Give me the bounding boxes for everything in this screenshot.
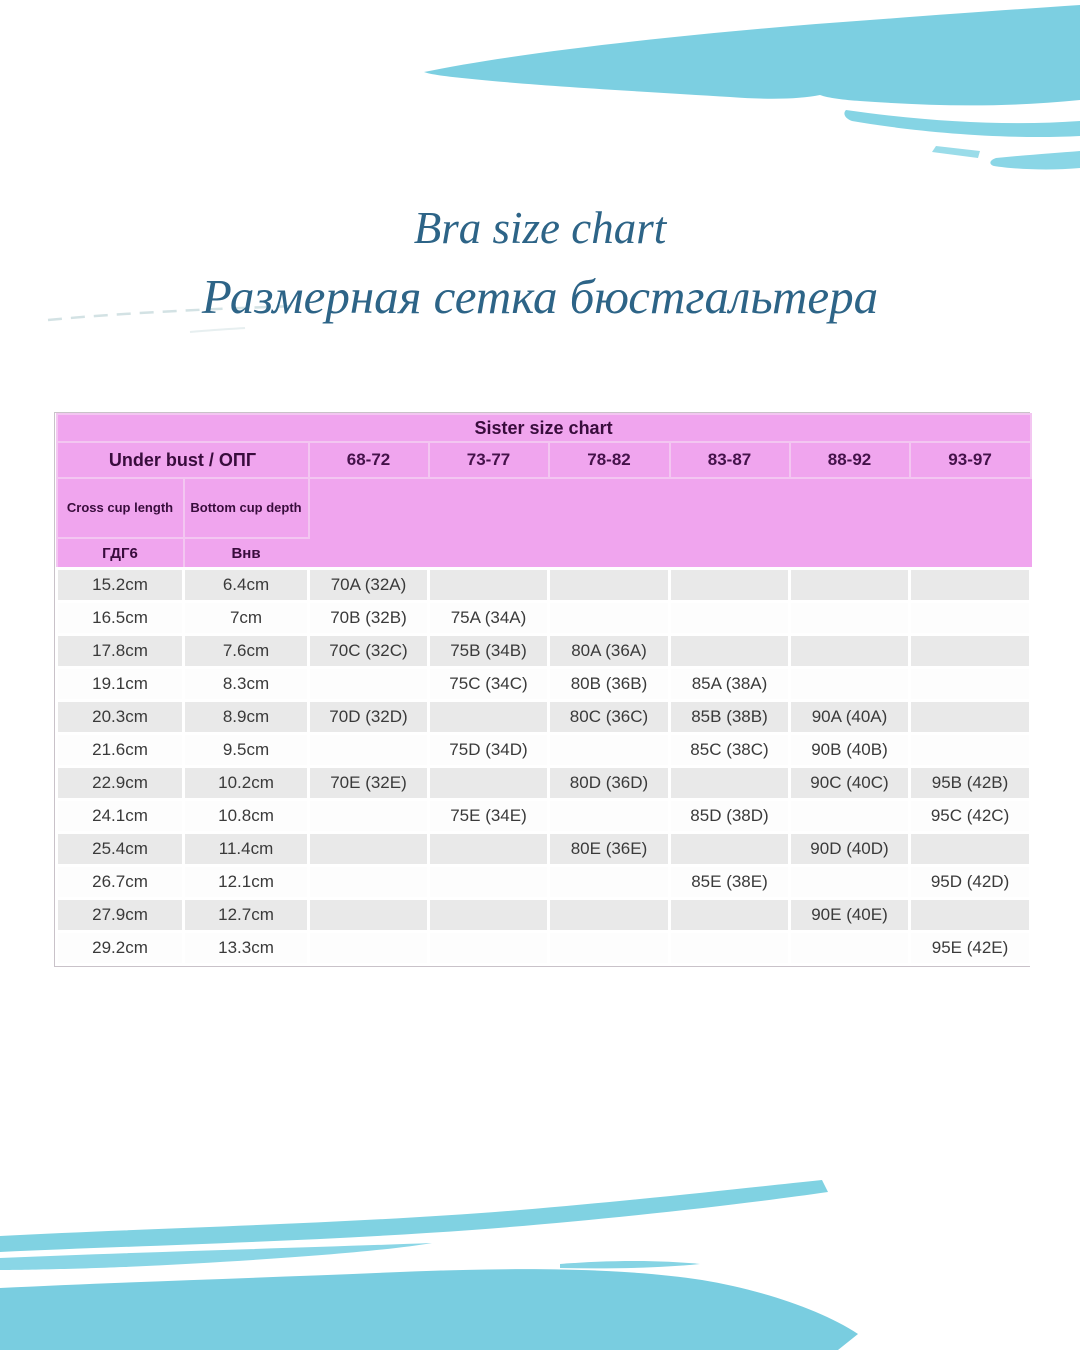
size-cell: 75A (34A) (429, 602, 549, 635)
table-title-row (57, 414, 1031, 442)
cross-cup-value: 19.1cm (57, 668, 184, 701)
cross-cup-value: 22.9cm (57, 767, 184, 800)
size-cell (790, 668, 910, 701)
size-cell (790, 866, 910, 899)
size-cell: 90E (40E) (790, 899, 910, 932)
size-cell (309, 668, 429, 701)
page-title-en: Bra size chart (413, 203, 667, 253)
size-cell (309, 734, 429, 767)
header-spacer (309, 478, 1031, 569)
table-row (57, 569, 1031, 602)
table-row (57, 635, 1031, 668)
size-cell (910, 701, 1031, 734)
size-cell (549, 800, 670, 833)
bottom-cup-header-ru: Внв (184, 538, 309, 569)
bottom-cup-value: 8.9cm (184, 701, 309, 734)
size-cell: 70D (32D) (309, 701, 429, 734)
under-bust-header: Under bust / ОПГ (57, 442, 309, 478)
size-cell (670, 833, 790, 866)
size-cell (429, 866, 549, 899)
table-row (57, 932, 1031, 965)
bottom-cup-value: 10.8cm (184, 800, 309, 833)
band-range-header: 78-82 (549, 442, 670, 478)
size-cell: 95C (42C) (910, 800, 1031, 833)
bottom-cup-value: 12.1cm (184, 866, 309, 899)
cross-cup-value: 16.5cm (57, 602, 184, 635)
size-cell (670, 635, 790, 668)
size-cell: 80C (36C) (549, 701, 670, 734)
band-ranges-row (57, 442, 1031, 478)
cross-cup-value: 25.4cm (57, 833, 184, 866)
table-row (57, 602, 1031, 635)
bottom-cup-value: 7.6cm (184, 635, 309, 668)
size-cell: 90D (40D) (790, 833, 910, 866)
size-cell: 70A (32A) (309, 569, 429, 602)
size-cell (670, 767, 790, 800)
size-cell (429, 932, 549, 965)
size-cell: 90C (40C) (790, 767, 910, 800)
size-cell: 70E (32E) (309, 767, 429, 800)
band-range-header: 93-97 (910, 442, 1031, 478)
table-row (57, 668, 1031, 701)
size-cell: 85C (38C) (670, 734, 790, 767)
size-cell (910, 602, 1031, 635)
size-cell: 70B (32B) (309, 602, 429, 635)
bottom-cup-value: 8.3cm (184, 668, 309, 701)
bottom-cup-value: 7cm (184, 602, 309, 635)
size-cell (309, 866, 429, 899)
band-range-header: 68-72 (309, 442, 429, 478)
size-cell (309, 800, 429, 833)
size-cell: 85E (38E) (670, 866, 790, 899)
size-cell: 75C (34C) (429, 668, 549, 701)
size-cell: 85B (38B) (670, 701, 790, 734)
bottom-cup-header: Bottom cup depth (184, 478, 309, 538)
size-cell (670, 932, 790, 965)
cross-cup-value: 29.2cm (57, 932, 184, 965)
size-cell: 90B (40B) (790, 734, 910, 767)
size-cell (670, 602, 790, 635)
size-cell (790, 932, 910, 965)
table-row (57, 866, 1031, 899)
size-cell: 95E (42E) (910, 932, 1031, 965)
size-cell (309, 833, 429, 866)
size-cell: 85A (38A) (670, 668, 790, 701)
page-title-ru: Размерная сетка бюстгальтера (201, 269, 879, 324)
size-cell (910, 635, 1031, 668)
size-cell: 95B (42B) (910, 767, 1031, 800)
band-range-header: 73-77 (429, 442, 549, 478)
size-cell (429, 569, 549, 602)
size-cell: 80D (36D) (549, 767, 670, 800)
size-cell (549, 932, 670, 965)
band-range-header: 88-92 (790, 442, 910, 478)
table-row (57, 833, 1031, 866)
size-cell (549, 866, 670, 899)
size-cell: 70C (32C) (309, 635, 429, 668)
size-cell: 80B (36B) (549, 668, 670, 701)
table-row (57, 800, 1031, 833)
size-cell: 75D (34D) (429, 734, 549, 767)
cross-cup-value: 27.9cm (57, 899, 184, 932)
size-cell: 90A (40A) (790, 701, 910, 734)
size-cell (429, 767, 549, 800)
size-cell (910, 833, 1031, 866)
size-cell (790, 602, 910, 635)
size-cell: 95D (42D) (910, 866, 1031, 899)
cross-cup-value: 20.3cm (57, 701, 184, 734)
table-row (57, 899, 1031, 932)
cross-cup-header: Cross cup length (57, 478, 184, 538)
band-range-header: 83-87 (670, 442, 790, 478)
cross-cup-value: 24.1cm (57, 800, 184, 833)
table-row (57, 767, 1031, 800)
table-row (57, 734, 1031, 767)
size-cell (429, 833, 549, 866)
size-cell (670, 569, 790, 602)
size-cell (910, 668, 1031, 701)
table-title: Sister size chart (57, 414, 1031, 442)
size-cell (429, 701, 549, 734)
size-cell (790, 800, 910, 833)
size-cell (549, 734, 670, 767)
size-cell: 85D (38D) (670, 800, 790, 833)
size-cell (549, 899, 670, 932)
cross-cup-header-ru: ГДГ6 (57, 538, 184, 569)
size-cell (790, 635, 910, 668)
size-cell (309, 932, 429, 965)
size-cell: 75E (34E) (429, 800, 549, 833)
brush-stroke-top-icon (0, 0, 1080, 220)
size-cell: 80E (36E) (549, 833, 670, 866)
bottom-cup-value: 13.3cm (184, 932, 309, 965)
cross-cup-value: 17.8cm (57, 635, 184, 668)
size-cell (549, 602, 670, 635)
table-row (57, 701, 1031, 734)
size-cell (790, 569, 910, 602)
size-cell (309, 899, 429, 932)
size-cell (429, 899, 549, 932)
cup-headers-row (57, 478, 1031, 538)
sister-size-table (55, 413, 1032, 966)
size-table-wrapper (54, 412, 1030, 967)
size-cell (910, 569, 1031, 602)
bottom-cup-value: 11.4cm (184, 833, 309, 866)
size-cell: 80A (36A) (549, 635, 670, 668)
bottom-cup-value: 9.5cm (184, 734, 309, 767)
size-cell (670, 899, 790, 932)
bottom-cup-value: 10.2cm (184, 767, 309, 800)
brush-stroke-bottom-icon (0, 1140, 1080, 1350)
cross-cup-value: 15.2cm (57, 569, 184, 602)
cross-cup-value: 21.6cm (57, 734, 184, 767)
size-cell (910, 734, 1031, 767)
bottom-cup-value: 12.7cm (184, 899, 309, 932)
size-cell: 75B (34B) (429, 635, 549, 668)
bottom-cup-value: 6.4cm (184, 569, 309, 602)
size-cell (910, 899, 1031, 932)
size-cell (549, 569, 670, 602)
cross-cup-value: 26.7cm (57, 866, 184, 899)
